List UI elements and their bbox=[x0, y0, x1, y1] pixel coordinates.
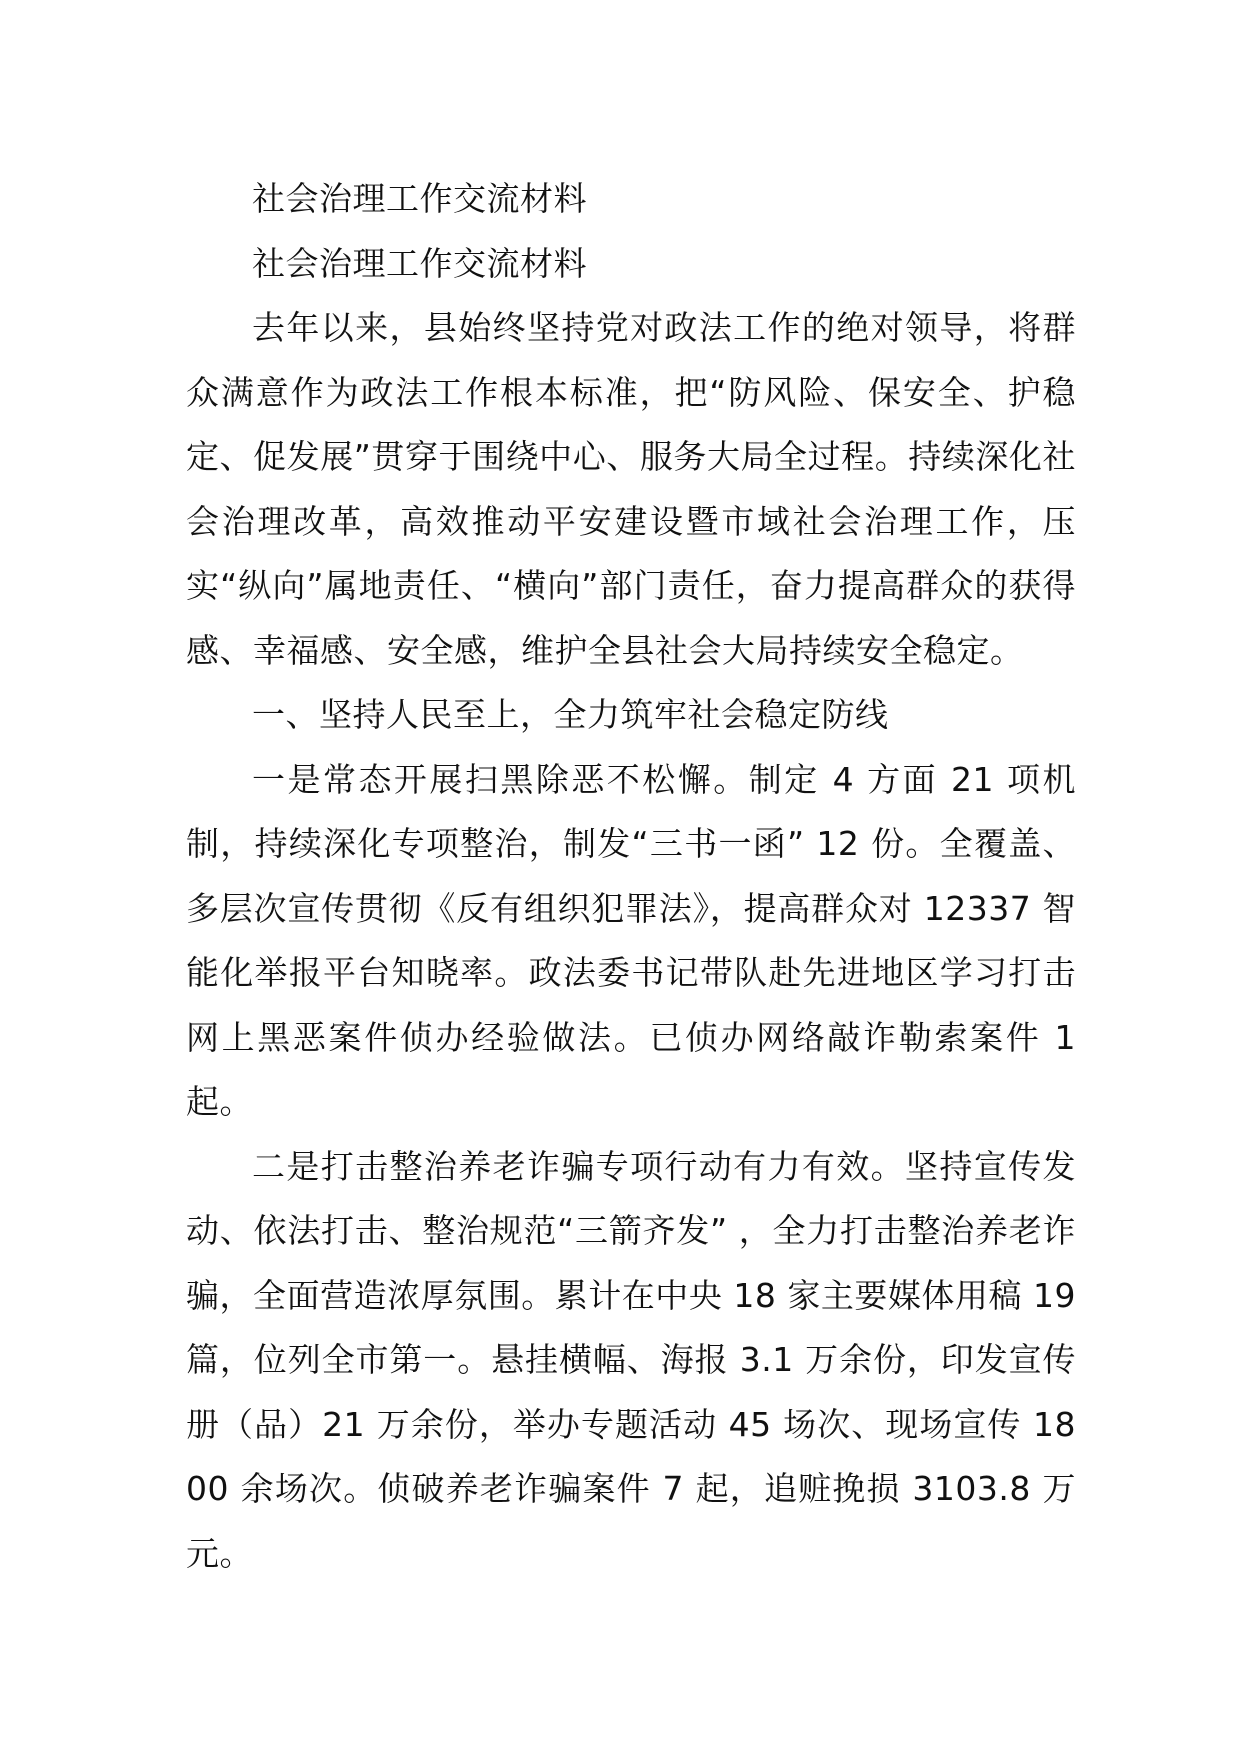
document-subtitle: 社会治理工作交流材料 bbox=[252, 243, 587, 283]
paragraph-elder-fraud: 二是打击整治养老诈骗专项行动有力有效。坚持宣传发动、依法打击、整治规范“三箭齐发” ，全力打击整治养老诈骗，全面营造浓厚氛围。累计在中央 18 家主要媒体用稿 19 篇，位列全市第一。悬挂横幅、海报 3.1 万余份，印发宣传册（品）21 万余份，举办专题活动 45 场次、现场宣传 1800 余场次。侦破养老诈骗案件 7 起，追赃挽损 3103.8 万元。 bbox=[186, 1146, 1076, 1573]
section-heading-1: 一、坚持人民至上，全力筑牢社会稳定防线 bbox=[252, 695, 889, 734]
document-title: 社会治理工作交流材料 bbox=[252, 179, 587, 218]
intro-paragraph: 去年以来，县始终坚持党对政法工作的绝对领导，将群众满意作为政法工作根本标准，把“防风险、保安全、护稳定、促发展”贯穿于围绕中心、服务大局全过程。持续深化社会治理改革，高效推动平安建设暨市域社会治理工作，压实“纵向”属地责任、“横向”部门责任，奋力提高群众的获得感、幸福感、安全感，维护全县社会大局持续安全稳定。 bbox=[186, 308, 1076, 670]
paragraph-anti-crime: 一是常态开展扫黑除恶不松懈。制定 4 方面 21 项机制，持续深化专项整治，制发“三书一函” 12 份。全覆盖、多层次宣传贯彻《反有组织犯罪法》，提高群众对 12337 智能化举报平台知晓率。政法委书记带队赴先进地区学习打击网上黑恶案件侦办经验做法。已侦办网络敲诈勒索案件 1 起。 bbox=[186, 759, 1076, 1121]
document-body bbox=[186, 167, 1076, 1586]
